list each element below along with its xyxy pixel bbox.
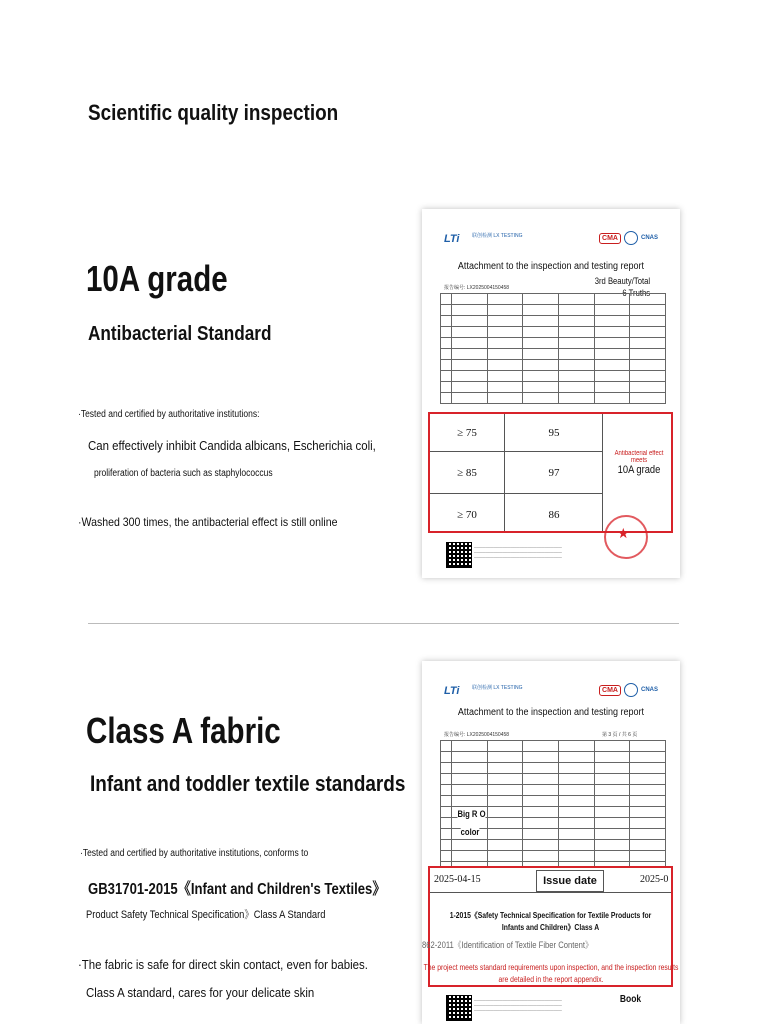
tested-note: ·Tested and certified by authoritative institutions:	[78, 409, 260, 420]
effect-grade: 10A grade	[617, 464, 661, 476]
overlay-label: color	[460, 827, 480, 837]
report-page: 3rd Beauty/Total 6 Truths	[594, 276, 650, 298]
report-title: Attachment to the inspection and testing report	[457, 707, 645, 718]
qr-code-icon	[446, 995, 472, 1021]
safety-spec-text: 1-2015《Safety Technical Specification for Textile Products for Infants and Children》Class A	[449, 911, 652, 932]
antibacterial-report-image	[422, 209, 680, 578]
inhibit-text: Can effectively inhibit Candida albicans, Escherichia coli,	[88, 438, 376, 453]
lx-testing-logo-text: 联创检测 LX TESTING	[472, 233, 523, 239]
book-label: Book	[619, 994, 642, 1005]
lx-testing-logo-text: 联创检测 LX TESTING	[472, 685, 523, 691]
ilac-icon	[624, 683, 638, 697]
gb-standard-text: GB31701-2015《Infant and Children's Textiles》	[88, 881, 386, 898]
section-divider	[88, 623, 679, 624]
proliferation-text: proliferation of bacteria such as staphylococcus	[94, 468, 273, 479]
ilac-icon	[624, 231, 638, 245]
standard-heading: Antibacterial Standard	[88, 323, 272, 345]
meets-standard-text: The project meets standard requirements upon inspection, and the inspection results are detailed in the report appendix.	[423, 963, 679, 984]
certification-logos	[599, 231, 658, 245]
report-page: 第 3 页 / 共 6 页	[602, 732, 638, 738]
report-table	[440, 740, 666, 873]
cma-icon: CMA	[599, 685, 621, 696]
issue-date-left: 2025-04-15	[434, 874, 481, 885]
lx-testing-logo: LTi	[444, 233, 460, 245]
seal-star-icon: ★	[617, 525, 630, 541]
product-safety-text: Product Safety Technical Specification》Class A Standard	[86, 909, 326, 921]
page-title: Scientific quality inspection	[88, 100, 339, 125]
report-title: Attachment to the inspection and testing report	[457, 261, 645, 272]
report-number: 报告编号: LX2025004150458	[444, 732, 510, 738]
washed-text: ·Washed 300 times, the antibacterial effect is still online	[78, 515, 338, 529]
cnas-icon: CNAS	[640, 687, 658, 693]
class-a-highlight-box	[422, 866, 679, 1005]
skin-safe-text: ·The fabric is safe for direct skin contact, even for babies.	[78, 957, 368, 972]
antibacterial-highlight-box: ≥ 75 95 ≥ 85 97 ≥ 70 86 Antibacterial effect meets 10A grade	[428, 412, 673, 533]
report-footer: ─────────────────────────────── ─────────────────────────────── ───────────────────────────────	[474, 545, 562, 560]
issue-date-label: Issue date	[536, 870, 604, 892]
effect-label: Antibacterial effect meets	[614, 450, 664, 464]
class-a-report-image	[422, 661, 680, 1024]
report-number: 报告编号: LX2025004150458	[444, 285, 510, 291]
certification-logos	[599, 683, 658, 697]
tested-note: ·Tested and certified by authoritative institutions, conforms to	[80, 848, 309, 859]
lx-testing-logo: LTi	[444, 685, 460, 697]
grade-heading: 10A grade	[86, 258, 228, 299]
report-footer: ─────────────────────────────── ─────────────────────────────── ───────────────────────────────	[474, 998, 562, 1013]
infant-standard-heading: Infant and toddler textile standards	[90, 771, 406, 796]
class-a-text: Class A standard, cares for your delicate skin	[86, 985, 315, 1000]
fabric-heading: Class A fabric	[86, 710, 281, 751]
overlay-label: Big R O	[457, 809, 486, 819]
fiber-content-text: 862-2011《Identification of Textile Fiber Content》	[422, 940, 593, 950]
qr-code-icon	[446, 542, 472, 568]
cnas-icon: CNAS	[640, 235, 658, 241]
issue-date-right: 2025-0	[640, 874, 669, 885]
report-table	[440, 293, 666, 404]
cma-icon: CMA	[599, 233, 621, 244]
